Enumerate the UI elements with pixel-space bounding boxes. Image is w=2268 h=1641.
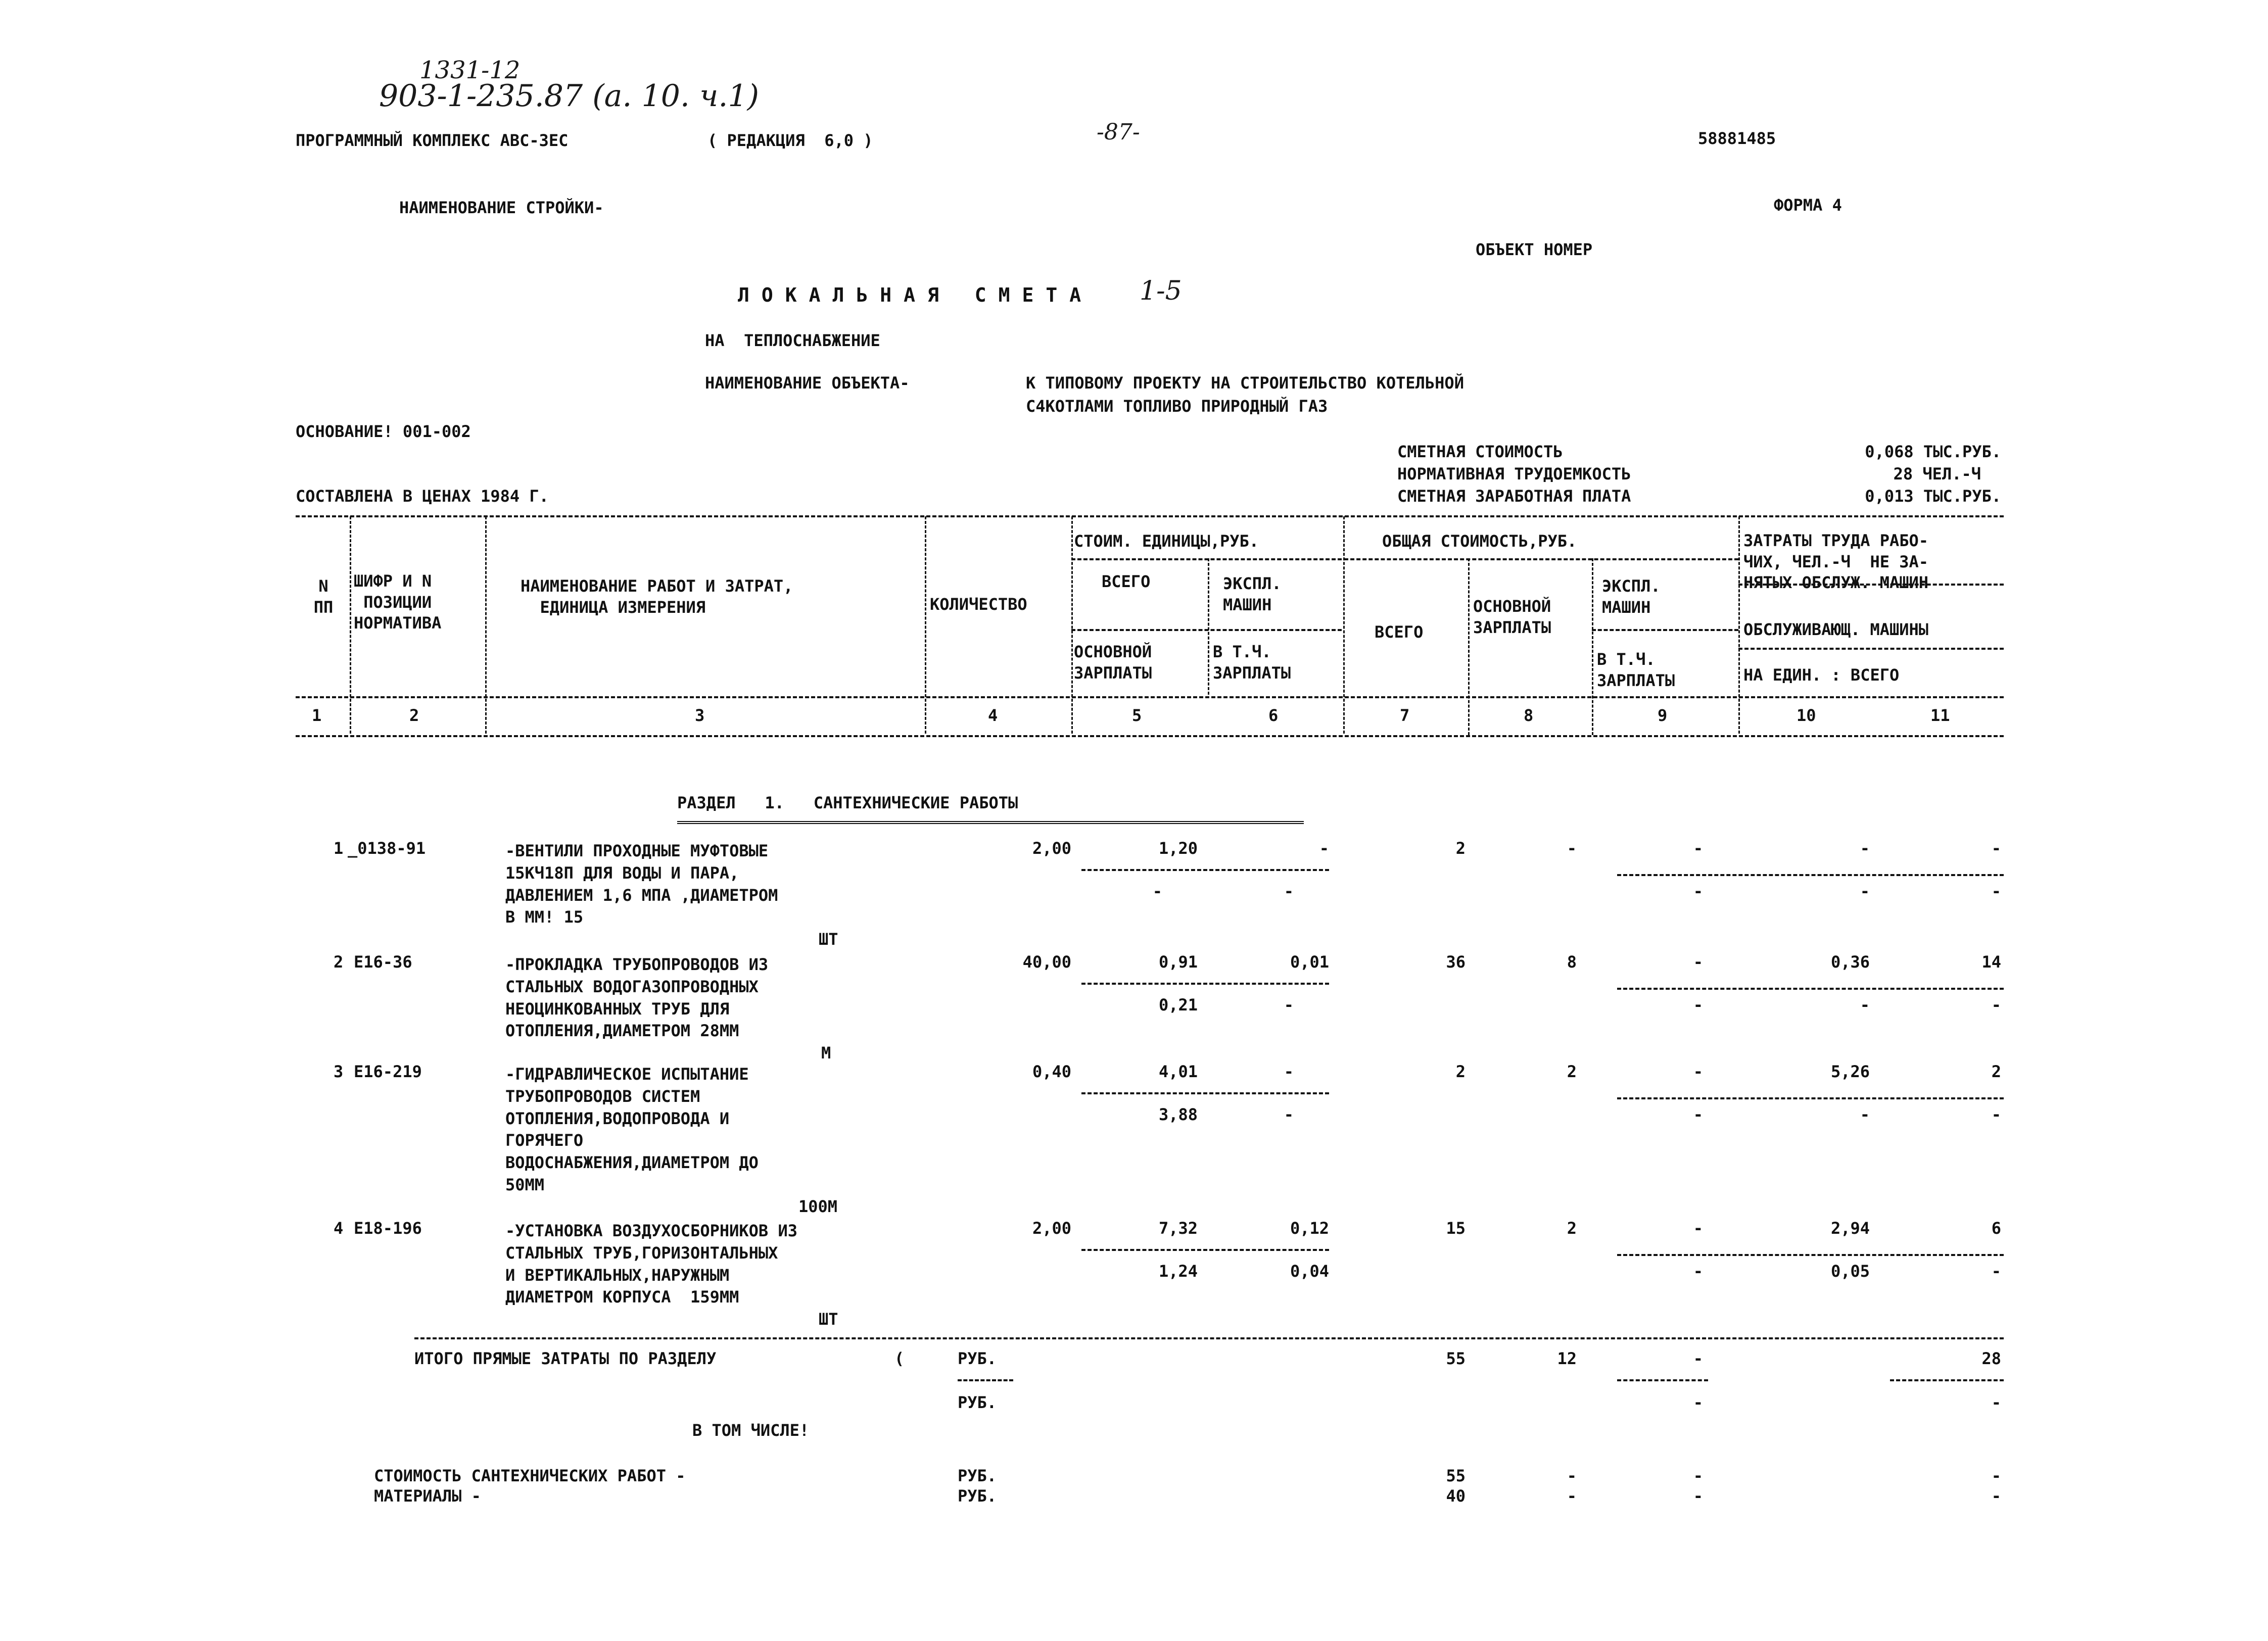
- summary-label-labor: НОРМАТИВНАЯ ТРУДОЕМКОСТЬ: [1397, 464, 1631, 484]
- col-sep: [1592, 558, 1593, 735]
- handwritten-ref-1: 1331-12: [419, 56, 521, 84]
- row-rule: [1617, 1097, 2004, 1099]
- row-total: 2: [1455, 1062, 1466, 1081]
- summary-label-cost: СМЕТНАЯ СТОИМОСТЬ: [1397, 442, 1563, 461]
- totals-line-mach: -: [1693, 1486, 1703, 1506]
- col-header-mach: ЭКСПЛ. МАШИН: [1602, 576, 1661, 617]
- col-header-wage: ОСНОВНОЙ ЗАРПЛАТЫ: [1473, 597, 1551, 637]
- row-rule: [1081, 869, 1329, 871]
- col-number: 11: [1930, 706, 1950, 725]
- row-no: 4: [334, 1219, 344, 1238]
- table-top-rule: [296, 515, 2004, 517]
- handwritten-title-suffix: 1-5: [1140, 276, 1182, 306]
- totals-line-total: 55: [1446, 1466, 1466, 1485]
- table-header-rule: [296, 696, 2004, 698]
- totals-line-wage: -: [1567, 1486, 1577, 1506]
- col-number: 4: [988, 706, 998, 725]
- mach-sub-rule: [1592, 629, 1738, 631]
- row-unit-total: 0,91: [1158, 952, 1198, 972]
- row-mach-wage: -: [1693, 1105, 1703, 1124]
- totals-separator: (: [894, 1349, 905, 1368]
- col-header-mach-wage: В Т.Ч. ЗАРПЛАТЫ: [1597, 650, 1675, 690]
- row-code: Е18-196: [354, 1219, 422, 1238]
- col-sep: [1738, 516, 1740, 734]
- handwritten-ref-2: 903-1-235.87 (а. 10. ч.1): [379, 78, 760, 114]
- row-unit-mach-wage: 0,04: [1290, 1262, 1329, 1281]
- row-wage: -: [1567, 839, 1577, 858]
- totals-labor: 28: [1981, 1349, 2001, 1368]
- row-service-total: -: [1991, 882, 2001, 901]
- row-desc: -УСТАНОВКА ВОЗДУХОСБОРНИКОВ ИЗ СТАЛЬНЫХ ТРУБ,ГОРИЗОНТАЛЬНЫХ И ВЕРТИКАЛЬНЫХ,НАРУЖНЫМ ДИАМЕТРОМ КОРПУСА 159ММ: [505, 1221, 797, 1307]
- row-labor-total: 2: [1991, 1062, 2001, 1081]
- totals-line-wage: -: [1567, 1466, 1577, 1485]
- row-labor-unit: 2,94: [1830, 1219, 1870, 1238]
- document-code: 58881485: [1698, 129, 1776, 148]
- totals-mach: -: [1693, 1349, 1703, 1368]
- totals-line-labor: -: [1991, 1486, 2001, 1506]
- row-unit-mach: 0,01: [1290, 952, 1329, 972]
- col-number: 9: [1658, 706, 1668, 725]
- summary-value-wage: 0,013 ТЫС.РУБ.: [1865, 487, 2001, 506]
- col-number: 10: [1797, 706, 1816, 725]
- col-header-unit-total: ВСЕГО: [1102, 572, 1151, 591]
- totals-line-label: СТОИМОСТЬ САНТЕХНИЧЕСКИХ РАБОТ -: [374, 1466, 686, 1485]
- row-unit-mach: -: [1319, 839, 1329, 858]
- row-qty: 40,00: [1022, 952, 1071, 972]
- totals-including: В ТОМ ЧИСЛЕ!: [692, 1421, 810, 1440]
- totals-line-labor: -: [1991, 1466, 2001, 1485]
- col-header-code: ШИФР И N ПОЗИЦИИ НОРМАТИВА: [354, 571, 442, 633]
- row-rule: [1617, 874, 2004, 876]
- summary-label-wage: СМЕТНАЯ ЗАРАБОТНАЯ ПЛАТА: [1397, 487, 1631, 506]
- row-unit-wage: 1,24: [1158, 1262, 1198, 1281]
- row-code: Е16-219: [354, 1062, 422, 1081]
- document-title: ЛОКАЛЬНАЯ СМЕТА: [738, 284, 1094, 306]
- row-wage: 8: [1567, 952, 1577, 972]
- form-number: ФОРМА 4: [1774, 196, 1842, 215]
- row-rule: [1081, 983, 1329, 985]
- col-sep: [350, 516, 351, 734]
- object-name-line-1: К ТИПОВОМУ ПРОЕКТУ НА СТРОИТЕЛЬСТВО КОТЕЛЬНОЙ: [1026, 373, 1464, 393]
- totals-line-unit: РУБ.: [958, 1466, 997, 1485]
- row-labor-unit: -: [1860, 839, 1870, 858]
- totals-total: 55: [1446, 1349, 1466, 1368]
- row-service-unit: -: [1860, 1105, 1870, 1124]
- col-header-labor-sub: ОБСЛУЖИВАЮЩ. МАШИНЫ: [1743, 620, 1929, 639]
- row-desc: -ВЕНТИЛИ ПРОХОДНЫЕ МУФТОВЫЕ 15КЧ18П ДЛЯ ВОДЫ И ПАРА, ДАВЛЕНИЕМ 1,6 МПА ,ДИАМЕТРОМ В ММ! 15: [505, 841, 778, 927]
- handwritten-page-number: -87-: [1097, 119, 1140, 145]
- col-sep: [1343, 516, 1345, 734]
- row-total: 36: [1446, 952, 1466, 972]
- row-qty: 2,00: [1032, 839, 1071, 858]
- row-unit-total: 7,32: [1158, 1219, 1198, 1238]
- row-service-unit: -: [1860, 995, 1870, 1015]
- totals-service: -: [1991, 1393, 2001, 1412]
- basis: ОСНОВАНИЕ! 001-002: [296, 422, 471, 441]
- col-header-total: ВСЕГО: [1375, 622, 1424, 642]
- row-labor-total: 6: [1991, 1219, 2001, 1238]
- col-header-desc: НАИМЕНОВАНИЕ РАБОТ И ЗАТРАТ, ЕДИНИЦА ИЗМЕРЕНИЯ: [521, 576, 793, 617]
- col-header-qty: КОЛИЧЕСТВО: [930, 595, 1027, 614]
- col-number: 5: [1132, 706, 1142, 725]
- col-header-no: N ПП: [313, 576, 334, 617]
- row-service-total: -: [1991, 1262, 2001, 1281]
- row-unit-total: 4,01: [1158, 1062, 1198, 1081]
- row-service-total: -: [1991, 995, 2001, 1015]
- row-service-unit: -: [1860, 882, 1870, 901]
- row-unit: ШТ: [819, 1310, 838, 1329]
- row-wage: 2: [1567, 1219, 1577, 1238]
- object-name-line-2: С4КОТЛАМИ ТОПЛИВО ПРИРОДНЫЙ ГАЗ: [1026, 397, 1328, 416]
- totals-unit-2: РУБ.: [958, 1393, 997, 1412]
- col-header-unit-mach: ЭКСПЛ. МАШИН: [1223, 574, 1282, 614]
- edition: ( РЕДАКЦИЯ 6,0 ): [707, 131, 873, 150]
- row-unit-mach: -: [1284, 1062, 1294, 1081]
- totals-line-total: 40: [1446, 1486, 1466, 1506]
- col-number: 2: [409, 706, 419, 725]
- row-unit-mach-wage: -: [1284, 1105, 1294, 1124]
- col-sep: [1208, 558, 1209, 695]
- total-group-rule: [1344, 558, 1738, 560]
- totals-rule: [414, 1337, 2004, 1339]
- row-code: Е16-36: [354, 952, 412, 972]
- col-number: 7: [1400, 706, 1410, 725]
- totals-wage: 12: [1557, 1349, 1577, 1368]
- row-total: 15: [1446, 1219, 1466, 1238]
- row-desc: -ГИДРАВЛИЧЕСКОЕ ИСПЫТАНИЕ ТРУБОПРОВОДОВ СИСТЕМ ОТОПЛЕНИЯ,ВОДОПРОВОДА И ГОРЯЧЕГО ВОДОСНАБЖЕНИЯ,ДИАМЕТРОМ ДО 50ММ: [505, 1065, 759, 1195]
- row-mach: -: [1693, 1062, 1703, 1081]
- totals-line-mach: -: [1693, 1466, 1703, 1485]
- totals-line-label: МАТЕРИАЛЫ -: [374, 1486, 481, 1506]
- row-unit-mach-wage: -: [1284, 995, 1294, 1015]
- totals-line-unit: РУБ.: [958, 1486, 997, 1506]
- row-no: 1: [334, 839, 344, 858]
- table-numbers-rule: [296, 735, 2004, 737]
- col-header-unit-mach-wage: В Т.Ч. ЗАРПЛАТЫ: [1213, 642, 1291, 683]
- object-label: НАИМЕНОВАНИЕ ОБЪЕКТА-: [705, 373, 910, 393]
- building-label: НАИМЕНОВАНИЕ СТРОЙКИ-: [399, 198, 604, 217]
- object-number: ОБЪЕКТ НОМЕР: [1476, 240, 1593, 259]
- row-rule: [1081, 1092, 1329, 1094]
- col-header-total-group: ОБЩАЯ СТОИМОСТЬ,РУБ.: [1382, 532, 1577, 551]
- col-sep: [1468, 558, 1470, 735]
- col-sep: [485, 516, 487, 734]
- totals-unit-1: РУБ.: [958, 1349, 997, 1368]
- row-mach: -: [1693, 952, 1703, 972]
- col-sep: [925, 516, 926, 734]
- program-name: ПРОГРАММНЫЙ КОМПЛЕКС АВС-ЗЕС: [296, 131, 569, 150]
- row-mach-wage: -: [1693, 995, 1703, 1015]
- totals-mach-wage: -: [1693, 1393, 1703, 1412]
- summary-value-cost: 0,068 ТЫС.РУБ.: [1865, 442, 2001, 461]
- row-unit-wage: 3,88: [1158, 1105, 1198, 1124]
- row-service-unit: 0,05: [1830, 1262, 1870, 1281]
- row-unit: 100М: [798, 1197, 838, 1216]
- section-underline: [677, 821, 1304, 824]
- row-service-total: -: [1991, 1105, 2001, 1124]
- row-mach-wage: -: [1693, 1262, 1703, 1281]
- col-number: 6: [1268, 706, 1279, 725]
- col-number: 8: [1524, 706, 1534, 725]
- row-unit: ШТ: [819, 930, 838, 949]
- col-header-labor-group: ЗАТРАТЫ ТРУДА РАБО- ЧИХ, ЧЕЛ.-Ч НЕ ЗА- НЯТЫХ ОБСЛУЖ. МАШИН: [1743, 531, 1929, 593]
- col-header-unit-group: СТОИМ. ЕДИНИЦЫ,РУБ.: [1074, 532, 1259, 551]
- row-rule: [1617, 1254, 2004, 1256]
- summary-value-labor: 28 ЧЕЛ.-Ч: [1893, 464, 1981, 484]
- row-total: 2: [1455, 839, 1466, 858]
- col-header-labor-bottom: НА ЕДИН. : ВСЕГО: [1743, 665, 1900, 685]
- row-rule: [1081, 1249, 1329, 1251]
- row-mach: -: [1693, 839, 1703, 858]
- unit-group-rule: [1071, 558, 1342, 560]
- col-number: 3: [695, 706, 705, 725]
- row-code: _0138-91: [348, 839, 426, 858]
- row-qty: 0,40: [1032, 1062, 1071, 1081]
- col-number: 1: [312, 706, 322, 725]
- totals-sub-rule: [1890, 1379, 2004, 1381]
- row-unit: М: [821, 1043, 831, 1063]
- section-title: РАЗДЕЛ 1. САНТЕХНИЧЕСКИЕ РАБОТЫ: [677, 793, 1018, 812]
- row-labor-total: 14: [1981, 952, 2001, 972]
- row-labor-unit: 0,36: [1830, 952, 1870, 972]
- row-no: 3: [334, 1062, 344, 1081]
- row-wage: 2: [1567, 1062, 1577, 1081]
- col-sep: [1071, 516, 1073, 734]
- totals-sub-rule: [958, 1379, 1013, 1381]
- row-labor-total: -: [1991, 839, 2001, 858]
- row-rule: [1617, 988, 2004, 990]
- row-qty: 2,00: [1032, 1219, 1071, 1238]
- totals-sub-rule: [1617, 1379, 1708, 1381]
- price-basis: СОСТАВЛЕНА В ЦЕНАХ 1984 Г.: [296, 487, 549, 506]
- row-unit-mach: 0,12: [1290, 1219, 1329, 1238]
- unit-sub-rule: [1071, 629, 1342, 631]
- row-unit-mach-wage: -: [1284, 882, 1294, 901]
- row-no: 2: [334, 952, 344, 972]
- row-desc: -ПРОКЛАДКА ТРУБОПРОВОДОВ ИЗ СТАЛЬНЫХ ВОДОГАЗОПРОВОДНЫХ НЕОЦИНКОВАННЫХ ТРУБ ДЛЯ ОТОПЛЕНИЯ,ДИАМЕТРОМ 28ММ: [505, 955, 769, 1041]
- estimate-subject: НА ТЕПЛОСНАБЖЕНИЕ: [705, 331, 880, 350]
- labor-sub-rule-2: [1738, 648, 2004, 650]
- row-unit-wage: 0,21: [1158, 995, 1198, 1015]
- col-header-unit-wage: ОСНОВНОЙ ЗАРПЛАТЫ: [1074, 642, 1152, 683]
- totals-label: ИТОГО ПРЯМЫЕ ЗАТРАТЫ ПО РАЗДЕЛУ: [414, 1349, 717, 1368]
- row-labor-unit: 5,26: [1830, 1062, 1870, 1081]
- row-unit-total: 1,20: [1158, 839, 1198, 858]
- row-mach-wage: -: [1693, 882, 1703, 901]
- row-unit-wage: -: [1152, 882, 1162, 901]
- row-mach: -: [1693, 1219, 1703, 1238]
